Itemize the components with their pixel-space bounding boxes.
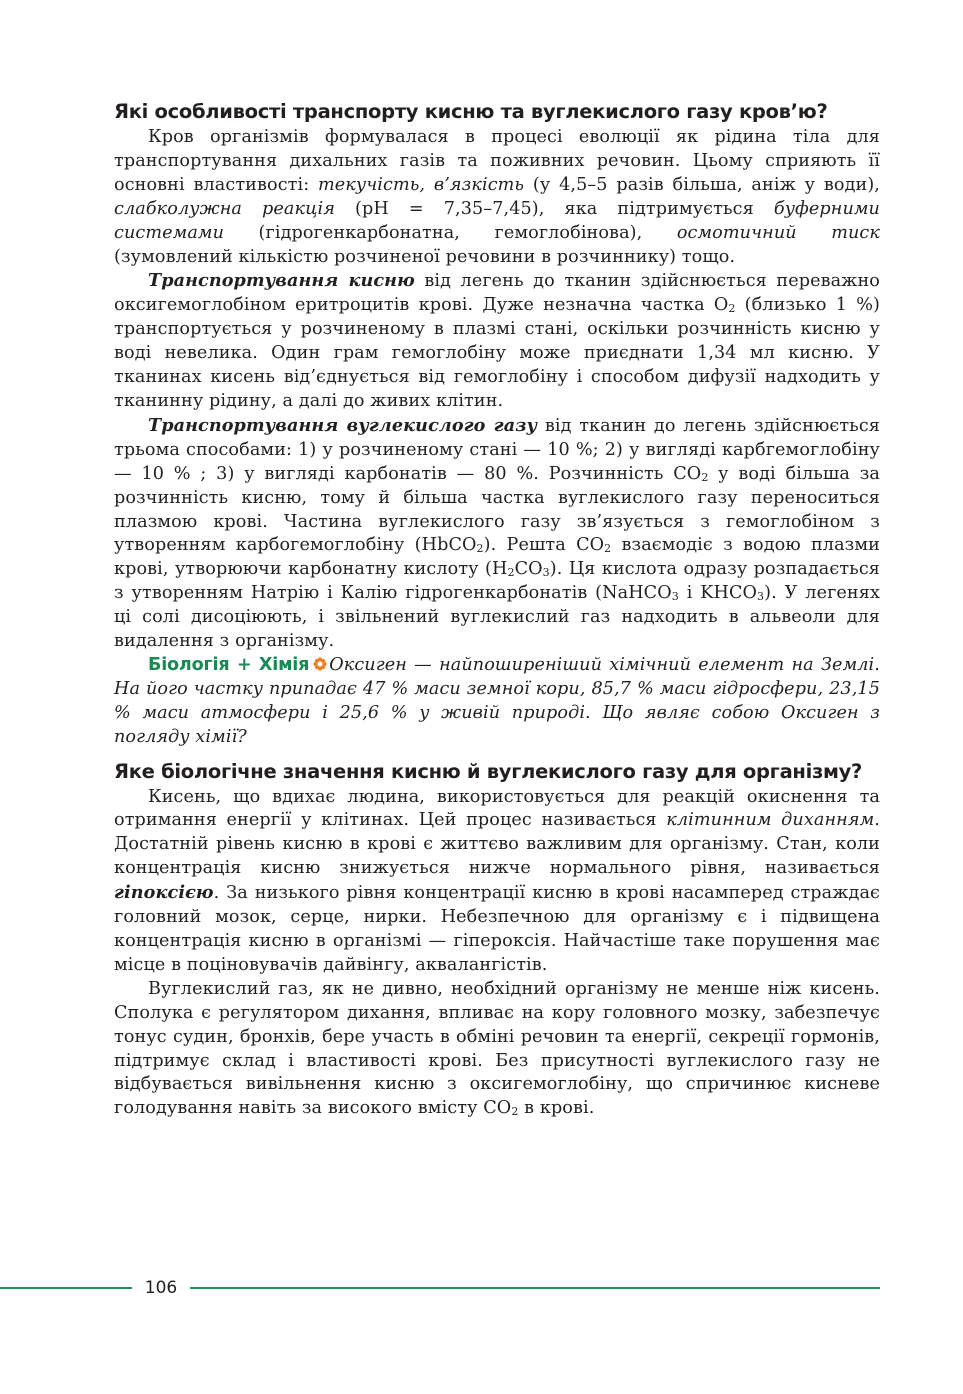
callout-label: Біологія + Хімія (148, 654, 310, 675)
paragraph-co2-transport: Транспортування вуглекислого газу від тканин до легень здійснюється трьома способами: 1) у розчиненому стані — 10 %; 2) у вигляді карбгемоглобіну — 10 % ; 3) у вигляді карбонатів — 80 %. Розчинність $CO_2$ у воді більша за розчинність кисню, тому й більша частка вуглекислого газу переноситься плазмою крові. Частина вуглекислого газу зв’язується з гемоглобіном з утворенням карбогемоглобіну (HbCO$_2$). Решта $CO_2$ взаємодіє з водою плазми крові, утворюючи карбонатну кислоту $(H_2CO_3)$. Ця кислота одразу розпадається з утворенням Натрію і Калію гідрогенкарбонатів (NaHCO$_3$ і $KHCO_3$). У легенях ці солі дисоціюють, і звільнений вуглекислий газ надходить в альвеоли для видалення з організму. (114, 414, 880, 652)
paragraph-blood-properties: Кров організмів формувалася в процесі еволюції як рідина тіла для транспортування дихальних газів та поживних речовин. Цьому сприяють її основні властивості: текучість, в’язкість (у 4,5–5 разів більша, аніж у води), слабколужна реакція (pH = 7,35–7,45), яка підтримується буферними системами (гідрогенкарбонатна, гемоглобінова), осмотичний тиск (зумовлений кількістю розчиненої речовини в розчиннику) тощо. (114, 127, 880, 267)
biology-chemistry-callout (114, 654, 880, 750)
page-content (114, 98, 880, 1121)
paragraph-oxygen-significance: Кисень, що вдихає людина, використовується для реакцій окиснення та отримання енергії у клітинах. Цей процес називається клітинним диханням. Достатній рівень кисню в крові є життєво важливим для організму. Стан, коли концентрація кисню знижується нижче нормального рівня, називається гіпоксією. За низького рівня концентрації кисню в крові насамперед страждає головний мозок, серце, нирки. Небезпечною для організму є і підвищена концентрація кисню в організмі — гіпероксія. Найчастіше таке порушення має місце в поціновувачів дайвінгу, аквалангістів. (114, 786, 880, 975)
subscript: 2 (701, 470, 709, 484)
footer-rule-left (0, 1287, 132, 1289)
page-number: 106 (144, 1278, 178, 1298)
subscript: 2 (507, 566, 515, 580)
subscript: 2 (511, 1105, 519, 1119)
bold-term: гіпоксією (114, 882, 214, 904)
subscript: 2 (604, 542, 612, 556)
paragraph-co2-significance: Вуглекислий газ, як не дивно, необхідний організму не менше ніж кисень. Сполука є регулятором дихання, впливає на кору головного мозку, забезпечує тонус судин, бронхів, бере участь в обміні речовин та енергії, секреції гормонів, підтримує склад і властивості крові. Без присутності вуглекислого газу не відбувається вивільнення кисню з оксигемоглобіну, що спричинює кисневе голодування навіть за високого вмісту $CO_2$ в крові. (114, 978, 880, 1119)
subscript: 3 (542, 566, 550, 580)
section-heading-significance: Яке біологічне значення кисню й вуглекислого газу для організму? (114, 759, 863, 783)
paragraph-oxygen-transport: Транспортування кисню від легень до тканин здійснюється переважно оксигемоглобіном еритроцитів крові. Дуже незначна частка $O_2$ (близько 1 %) транспортується у розчиненому в плазмі стані, оскільки розчинність кисню у воді невелика. Один грам гемоглобіну може приєднати 1,34 мл кисню. У тканинах кисень від’єднується від гемоглобіну і способом дифузії надходить у тканинну рідину, а далі до живих клітин. (114, 270, 881, 411)
bold-term: Транспортування вуглекислого газу (148, 414, 538, 436)
italic-term: буферними системами (114, 198, 880, 243)
italic-term: слабколужна реакція (114, 198, 335, 219)
italic-term: осмотичний тиск (676, 222, 880, 243)
subscript: 3 (757, 590, 765, 604)
bold-term: Транспортування кисню (148, 270, 415, 292)
callout-text: Оксиген — найпоширеніший хімічний елемент на Землі. На його частку припадає 47 % маси земної кори, 85,7 % маси гідросфери, 23,15 % маси атмосфери і 25,6 % у живій природі. Що являє собою Оксиген з погляду хімії? (114, 654, 880, 747)
section-heading-transport: Які особливості транспорту кисню та вуглекислого газу кров’ю? (114, 100, 828, 123)
italic-term: текучість, в’язкість (318, 174, 525, 195)
footer-rule-right (190, 1287, 880, 1289)
subscript: 2 (728, 302, 736, 316)
subscript: 3 (671, 590, 679, 604)
flower-icon (313, 657, 327, 671)
italic-term: клітинним диханням (666, 810, 875, 831)
subscript: 2 (476, 542, 484, 556)
